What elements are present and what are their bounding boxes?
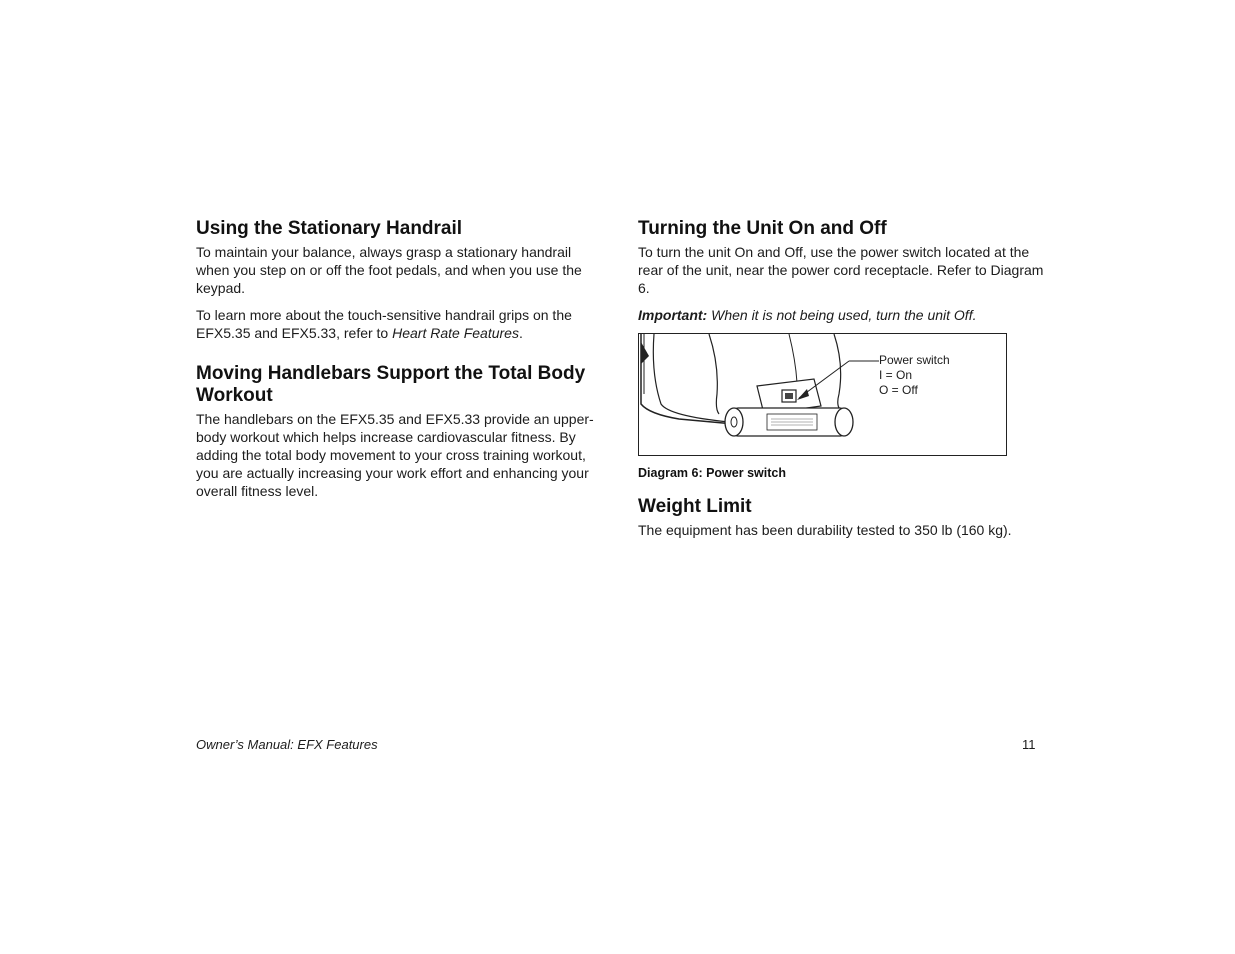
important-label: Important: [638,307,708,323]
right-column [638,218,1048,548]
diagram-caption: Diagram 6: Power switch [638,466,786,480]
page-number: 11 [1022,737,1036,752]
callout-on-label: I = On [879,368,913,382]
section-title-stationary-handrail: Using the Stationary Handrail [196,218,463,239]
important-text: When it is not being used, turn the unit Off. [707,307,977,323]
power-switch-illustration [639,334,1006,455]
paragraph-power-switch-location: To turn the unit On and Off, use the power switch located at the rear of the unit, near the power cord receptacle. Refer to Diagram 6. [638,244,1044,296]
section-title-moving-handlebars: Moving Handlebars Support the Total Body Workout [196,363,586,406]
paragraph-handrail-grips [196,306,598,342]
footer-manual-title: Owner’s Manual: EFX Features [196,737,378,752]
paragraph-weight-limit: The equipment has been durability tested to 350 lb (160 kg). [638,522,1012,538]
paragraph-handrail-grips-end: . [518,325,523,341]
important-note [638,306,1048,324]
callout-power-switch-label: Power switch [879,353,950,367]
section-title-turning-unit-on-off: Turning the Unit On and Off [638,218,887,239]
paragraph-handrail-balance: To maintain your balance, always grasp a stationary handrail when you step on or off the foot pedals, and when you use the keypad. [196,244,582,296]
paragraph-handrail-grips-text: To learn more about the touch-sensitive handrail grips on the EFX5.35 and EFX5.33, refer to [196,307,572,341]
left-column [196,218,598,509]
power-switch-diagram [638,333,1007,456]
section-spacer [196,351,598,363]
section-title-weight-limit: Weight Limit [638,496,752,517]
heart-rate-features-reference: Heart Rate Features [392,325,519,341]
callout-off-label: O = Off [879,383,918,397]
paragraph-handlebars-workout: The handlebars on the EFX5.35 and EFX5.33 provide an upper-body workout which helps increase cardiovascular fitness. By adding the total body movement to your cross training workout, you are actually increasing your work effort and enhancing your overall fitness level. [196,411,594,499]
power-switch-callout [879,353,950,398]
